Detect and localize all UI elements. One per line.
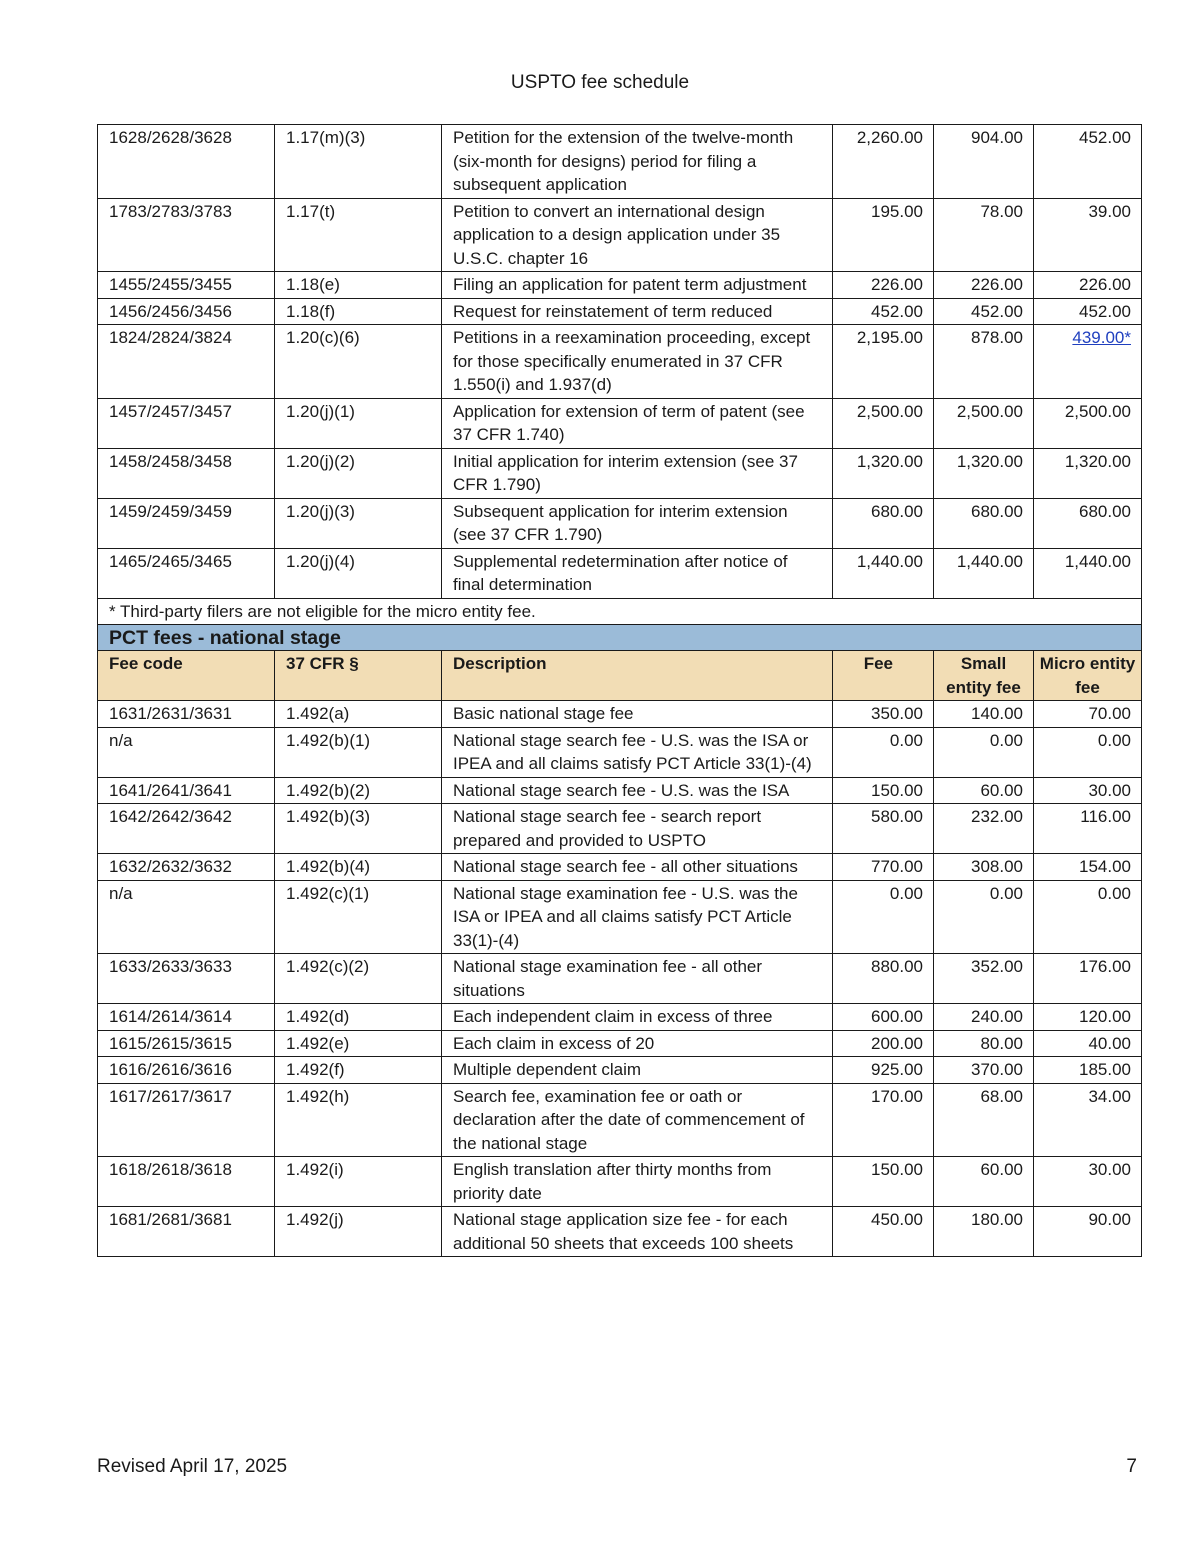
description-cell: Petition to convert an international design application to a design application under 35 U.S.C. chapter 16 (442, 198, 833, 272)
micro-entity-fee-cell: 1,320.00 (1034, 448, 1142, 498)
micro-entity-fee-cell: 30.00 (1034, 1157, 1142, 1207)
fee-code-cell: 1456/2456/3456 (98, 298, 275, 325)
small-entity-fee-cell: 1,440.00 (934, 548, 1034, 598)
table-row (98, 448, 1142, 498)
table-row (98, 125, 1142, 199)
small-entity-fee-cell: 370.00 (934, 1057, 1034, 1084)
fee-cell: 2,500.00 (833, 398, 934, 448)
col-header-small-entity-fee: Small entity fee (934, 651, 1034, 701)
description-cell: National stage search fee - U.S. was the ISA or IPEA and all claims satisfy PCT Article 33(1)-(4) (442, 727, 833, 777)
table-row (98, 1157, 1142, 1207)
column-header-row (98, 651, 1142, 701)
cfr-section-cell: 1.492(b)(3) (275, 804, 442, 854)
col-header-fee: Fee (833, 651, 934, 701)
micro-entity-fee-cell: 70.00 (1034, 701, 1142, 728)
micro-entity-footnote: * Third-party filers are not eligible for the micro entity fee. (98, 598, 1142, 625)
table-row (98, 1207, 1142, 1257)
footnote-row (98, 598, 1142, 625)
table-row (98, 325, 1142, 399)
small-entity-fee-cell: 232.00 (934, 804, 1034, 854)
table-row (98, 727, 1142, 777)
cfr-section-cell: 1.492(b)(2) (275, 777, 442, 804)
fee-code-cell: 1631/2631/3631 (98, 701, 275, 728)
table-row (98, 854, 1142, 881)
cfr-section-cell: 1.20(c)(6) (275, 325, 442, 399)
col-header-description: Description (442, 651, 833, 701)
cfr-section-cell: 1.20(j)(1) (275, 398, 442, 448)
small-entity-fee-cell: 352.00 (934, 954, 1034, 1004)
table-row (98, 548, 1142, 598)
col-header-micro-entity-fee: Micro entity fee (1034, 651, 1142, 701)
fee-cell: 580.00 (833, 804, 934, 854)
fee-code-cell: 1618/2618/3618 (98, 1157, 275, 1207)
micro-entity-fee-cell: 226.00 (1034, 272, 1142, 299)
micro-entity-fee-cell: 2,500.00 (1034, 398, 1142, 448)
fee-cell: 226.00 (833, 272, 934, 299)
small-entity-fee-cell: 0.00 (934, 880, 1034, 954)
small-entity-fee-cell: 0.00 (934, 727, 1034, 777)
description-cell: National stage search fee - all other situations (442, 854, 833, 881)
fee-code-cell: 1641/2641/3641 (98, 777, 275, 804)
cfr-section-cell: 1.17(t) (275, 198, 442, 272)
fee-cell: 600.00 (833, 1004, 934, 1031)
cfr-section-cell: 1.492(h) (275, 1083, 442, 1157)
small-entity-fee-cell: 2,500.00 (934, 398, 1034, 448)
description-cell: National stage examination fee - all other situations (442, 954, 833, 1004)
table-row (98, 298, 1142, 325)
micro-entity-fee-cell: 34.00 (1034, 1083, 1142, 1157)
cfr-section-cell: 1.492(c)(2) (275, 954, 442, 1004)
description-cell: Multiple dependent claim (442, 1057, 833, 1084)
table-row (98, 1030, 1142, 1057)
micro-entity-fee-cell: 1,440.00 (1034, 548, 1142, 598)
micro-entity-fee-cell: 0.00 (1034, 727, 1142, 777)
description-cell: National stage search fee - search report prepared and provided to USPTO (442, 804, 833, 854)
micro-entity-fee-cell: 680.00 (1034, 498, 1142, 548)
micro-entity-fee-cell: 90.00 (1034, 1207, 1142, 1257)
cfr-section-cell: 1.492(b)(1) (275, 727, 442, 777)
revision-date: Revised April 17, 2025 (97, 1456, 288, 1477)
table-row (98, 1083, 1142, 1157)
micro-entity-fee-cell: 120.00 (1034, 1004, 1142, 1031)
description-cell: English translation after thirty months from priority date (442, 1157, 833, 1207)
fee-code-cell: 1824/2824/3824 (98, 325, 275, 399)
fee-cell: 2,260.00 (833, 125, 934, 199)
table-row (98, 701, 1142, 728)
fee-code-cell: 1457/2457/3457 (98, 398, 275, 448)
fee-code-cell: 1617/2617/3617 (98, 1083, 275, 1157)
fee-cell: 450.00 (833, 1207, 934, 1257)
fee-code-cell: 1459/2459/3459 (98, 498, 275, 548)
cfr-section-cell: 1.492(j) (275, 1207, 442, 1257)
small-entity-fee-cell: 68.00 (934, 1083, 1034, 1157)
micro-entity-fee-cell: 116.00 (1034, 804, 1142, 854)
fee-code-cell: 1783/2783/3783 (98, 198, 275, 272)
fee-cell: 170.00 (833, 1083, 934, 1157)
cfr-section-cell: 1.492(b)(4) (275, 854, 442, 881)
small-entity-fee-cell: 80.00 (934, 1030, 1034, 1057)
micro-entity-fee-cell: 0.00 (1034, 880, 1142, 954)
cfr-section-cell: 1.492(f) (275, 1057, 442, 1084)
small-entity-fee-cell: 60.00 (934, 1157, 1034, 1207)
small-entity-fee-cell: 878.00 (934, 325, 1034, 399)
fee-cell: 200.00 (833, 1030, 934, 1057)
fee-cell: 880.00 (833, 954, 934, 1004)
table-row (98, 272, 1142, 299)
description-cell: Subsequent application for interim extension (see 37 CFR 1.790) (442, 498, 833, 548)
table-row (98, 498, 1142, 548)
note-section (98, 598, 1142, 701)
cfr-section-cell: 1.492(a) (275, 701, 442, 728)
table-row (98, 880, 1142, 954)
fee-code-cell: 1628/2628/3628 (98, 125, 275, 199)
small-entity-fee-cell: 308.00 (934, 854, 1034, 881)
table-row (98, 777, 1142, 804)
description-cell: Supplemental redetermination after notice of final determination (442, 548, 833, 598)
micro-entity-fee-cell: 40.00 (1034, 1030, 1142, 1057)
fee-code-cell: 1614/2614/3614 (98, 1004, 275, 1031)
fee-code-cell: n/a (98, 727, 275, 777)
small-entity-fee-cell: 60.00 (934, 777, 1034, 804)
cfr-section-cell: 1.20(j)(3) (275, 498, 442, 548)
cfr-section-cell: 1.492(e) (275, 1030, 442, 1057)
micro-entity-fee-cell: 185.00 (1034, 1057, 1142, 1084)
page-number: 7 (1126, 1456, 1137, 1477)
cfr-section-cell: 1.20(j)(4) (275, 548, 442, 598)
fee-code-cell: 1615/2615/3615 (98, 1030, 275, 1057)
micro-entity-fee-cell: 30.00 (1034, 777, 1142, 804)
small-entity-fee-cell: 680.00 (934, 498, 1034, 548)
small-entity-fee-cell: 904.00 (934, 125, 1034, 199)
description-cell: National stage application size fee - for each additional 50 sheets that exceeds 100 sheets (442, 1207, 833, 1257)
table-row (98, 1004, 1142, 1031)
description-cell: Initial application for interim extension (see 37 CFR 1.790) (442, 448, 833, 498)
table-row (98, 398, 1142, 448)
col-header-cfr: 37 CFR § (275, 651, 442, 701)
fee-cell: 452.00 (833, 298, 934, 325)
cfr-section-cell: 1.20(j)(2) (275, 448, 442, 498)
fee-code-cell: 1681/2681/3681 (98, 1207, 275, 1257)
description-cell: Filing an application for patent term adjustment (442, 272, 833, 299)
section-title-pct-national-stage: PCT fees - national stage (98, 625, 1142, 651)
micro-entity-fee-cell: 176.00 (1034, 954, 1142, 1004)
fee-cell: 2,195.00 (833, 325, 934, 399)
small-entity-fee-cell: 240.00 (934, 1004, 1034, 1031)
fee-cell: 150.00 (833, 777, 934, 804)
small-entity-fee-cell: 180.00 (934, 1207, 1034, 1257)
cfr-section-cell: 1.18(f) (275, 298, 442, 325)
fee-code-cell: 1632/2632/3632 (98, 854, 275, 881)
small-entity-fee-cell: 78.00 (934, 198, 1034, 272)
fee-cell: 680.00 (833, 498, 934, 548)
description-cell: Application for extension of term of patent (see 37 CFR 1.740) (442, 398, 833, 448)
micro-entity-fee-cell: 154.00 (1034, 854, 1142, 881)
small-entity-fee-cell: 452.00 (934, 298, 1034, 325)
description-cell: National stage search fee - U.S. was the ISA (442, 777, 833, 804)
micro-entity-fee-cell: 452.00 (1034, 125, 1142, 199)
cfr-section-cell: 1.492(d) (275, 1004, 442, 1031)
page-header-title: USPTO fee schedule (510, 72, 690, 93)
fee-cell: 1,320.00 (833, 448, 934, 498)
fee-code-cell: 1455/2455/3455 (98, 272, 275, 299)
col-header-fee-code: Fee code (98, 651, 275, 701)
table-row (98, 1057, 1142, 1084)
micro-entity-fee-cell: 452.00 (1034, 298, 1142, 325)
fee-code-cell: 1458/2458/3458 (98, 448, 275, 498)
description-cell: Petitions in a reexamination proceeding, except for those specifically enumerated in 37 CFR 1.550(i) and 1.937(d) (442, 325, 833, 399)
fee-cell: 150.00 (833, 1157, 934, 1207)
description-cell: National stage examination fee - U.S. was the ISA or IPEA and all claims satisfy PCT Article 33(1)-(4) (442, 880, 833, 954)
description-cell: Basic national stage fee (442, 701, 833, 728)
fee-code-cell: 1465/2465/3465 (98, 548, 275, 598)
cfr-section-cell: 1.492(i) (275, 1157, 442, 1207)
cfr-section-cell: 1.17(m)(3) (275, 125, 442, 199)
small-entity-fee-cell: 226.00 (934, 272, 1034, 299)
fee-code-cell: 1616/2616/3616 (98, 1057, 275, 1084)
table-row (98, 198, 1142, 272)
table-row (98, 954, 1142, 1004)
micro-entity-fee-link[interactable]: 439.00* (1072, 328, 1131, 347)
description-cell: Each independent claim in excess of three (442, 1004, 833, 1031)
fee-cell: 1,440.00 (833, 548, 934, 598)
fee-cell: 0.00 (833, 880, 934, 954)
fee-rows-top (98, 125, 1142, 599)
fee-code-cell: 1633/2633/3633 (98, 954, 275, 1004)
cfr-section-cell: 1.492(c)(1) (275, 880, 442, 954)
description-cell: Request for reinstatement of term reduced (442, 298, 833, 325)
fee-code-cell: 1642/2642/3642 (98, 804, 275, 854)
fee-rows-pct (98, 701, 1142, 1257)
fee-cell: 925.00 (833, 1057, 934, 1084)
micro-entity-fee-cell (1034, 325, 1142, 399)
fee-cell: 350.00 (833, 701, 934, 728)
section-header-row (98, 625, 1142, 651)
fee-code-cell: n/a (98, 880, 275, 954)
fee-schedule-table (97, 124, 1142, 1257)
fee-cell: 195.00 (833, 198, 934, 272)
description-cell: Petition for the extension of the twelve-month (six-month for designs) period for filing a subsequent application (442, 125, 833, 199)
small-entity-fee-cell: 140.00 (934, 701, 1034, 728)
fee-cell: 0.00 (833, 727, 934, 777)
table-row (98, 804, 1142, 854)
description-cell: Search fee, examination fee or oath or declaration after the date of commencement of the national stage (442, 1083, 833, 1157)
micro-entity-fee-cell: 39.00 (1034, 198, 1142, 272)
fee-cell: 770.00 (833, 854, 934, 881)
cfr-section-cell: 1.18(e) (275, 272, 442, 299)
description-cell: Each claim in excess of 20 (442, 1030, 833, 1057)
small-entity-fee-cell: 1,320.00 (934, 448, 1034, 498)
